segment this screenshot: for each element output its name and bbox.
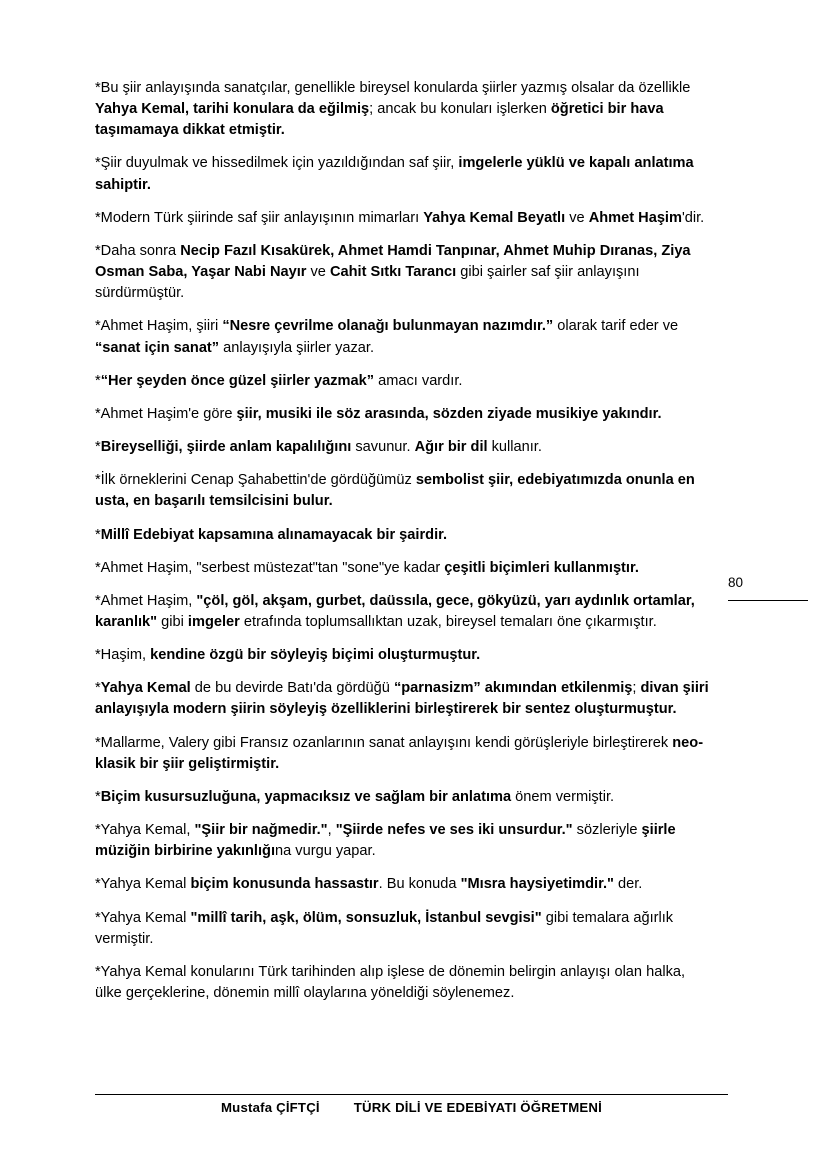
text-run: önem vermiştir. [511,788,615,805]
text-run: ve [306,264,330,281]
paragraph [95,78,713,141]
bold-run: "millî tarih, aşk, ölüm, sonsuzluk, İstanbul sevgisi" [190,909,542,926]
text-run: *Modern Türk şiirinde saf şiir anlayışının mimarları [95,209,424,226]
text-run: der. [613,876,643,893]
paragraph [95,678,713,720]
text-run: ; [632,680,641,697]
bold-run: neo-klasik bir şiir geliştirmiştir. [95,734,704,772]
paragraph [95,153,713,195]
text-run: 'dir. [681,209,705,226]
text-run: * [95,439,101,456]
bold-run: "Mısra haysiyetimdir." [460,876,614,893]
bold-run: Bireyselliği, şiirde anlam kapalılığını [100,439,352,456]
text-run: savunur. [351,439,415,456]
text-run: . Bu konuda [378,876,461,893]
bold-run: biçim konusunda hassastır [190,876,379,893]
text-run: kullanır. [487,439,542,456]
paragraph [95,820,713,862]
text-run: *Ahmet Haşim, şiiri [95,318,223,335]
bold-run: çeşitli biçimleri kullanmıştır. [444,559,639,576]
footer-role: TÜRK DİLİ VE EDEBİYATI ÖĞRETMENİ [353,1100,602,1115]
text-run: anlayışıyla şiirler yazar. [219,339,375,356]
text-run: *Mallarme, Valery gibi Fransız ozanlarının sanat anlayışını kendi görüşleriyle birleştirerek [95,734,673,751]
bold-run: Ağır bir dil [414,439,488,456]
bold-run: “Her şeyden önce güzel şiirler yazmak” [100,372,375,389]
text-run: de bu devirde Batı'da gördüğü [190,680,394,697]
bold-run: imgeler [187,613,240,630]
text-run: *Yahya Kemal [95,876,191,893]
bold-run: sembolist şiir, edebiyatımızda onunla en usta, en başarılı temsilcisini bulur. [95,472,695,510]
paragraph [95,874,713,895]
text-run: sözleriyle [572,822,642,839]
text-run: gibi şairler saf şiir anlayışını sürdürmüştür. [95,264,640,302]
paragraph [95,404,713,425]
paragraph [95,645,713,666]
bold-run: Yahya Kemal [100,680,191,697]
text-run: *Daha sonra [95,242,181,259]
text-run: etrafında toplumsallıktan uzak, bireysel temaları öne çıkarmıştır. [239,613,657,630]
bold-run: divan şiiri anlayışıyla modern şiirin söyleyiş özelliklerini birleştirerek bir sentez oluşturmuştur. [95,680,709,718]
text-run: gibi temalara ağırlık vermiştir. [95,909,674,947]
bold-run: Ahmet Haşim [588,209,682,226]
paragraph [95,733,713,775]
paragraph [95,470,713,512]
text-run: * [95,526,101,543]
bold-run: Millî Edebiyat kapsamına alınamayacak bir şairdir. [100,526,448,543]
text-run: amacı vardır. [374,372,463,389]
paragraph [95,787,713,808]
text-run: *Yahya Kemal konularını Türk tarihinden alıp işlese de dönemin belirgin anlayışı olan halka, ülke gerçeklerine, dönemin millî olaylarına yöneldiği söylenemez. [95,963,686,1001]
text-run: *Ahmet Haşim, "serbest müstezat"tan "sone"ye kadar [95,559,445,576]
bold-run: Biçim kusursuzluğuna, yapmacıksız ve sağlam bir anlatıma [100,788,512,805]
paragraph [95,962,713,1004]
text-run: *Yahya Kemal [95,909,191,926]
bold-run: "Şiirde nefes ve ses iki unsurdur." [335,822,573,839]
text-run: gibi [157,613,188,630]
bold-run: Yahya Kemal Beyatlı [423,209,566,226]
bold-run: imgelerle yüklü ve kapalı anlatıma sahiptir. [95,155,694,193]
bold-run: Yahya Kemal, tarihi konulara da eğilmiş [95,101,370,118]
footer-divider [95,1094,728,1095]
paragraph [95,241,713,304]
footer-author: Mustafa ÇİFTÇİ [221,1100,320,1115]
bold-run: kendine özgü bir söyleyiş biçimi oluşturmuştur. [150,647,481,664]
text-run: *Bu şiir anlayışında sanatçılar, genellikle bireysel konularda şiirler yazmış olsalar da özellikle [95,80,691,96]
page-number: 80 [728,575,744,590]
text-run: *Haşim, [95,647,151,664]
bold-run: öğretici bir hava taşımamaya dikkat etmiştir. [95,101,664,139]
page-number-rule [728,600,808,601]
text-run: , [327,822,336,839]
page-footer [95,1100,728,1115]
text-run: * [95,788,101,805]
bold-run: Necip Fazıl Kısakürek, Ahmet Hamdi Tanpınar, Ahmet Muhip Dıranas, Ziya Osman Saba, Yaşar Nabi Nayır [95,242,691,281]
text-run: * [95,680,101,697]
text-run: ve [565,209,589,226]
bold-run: Cahit Sıtkı Tarancı [329,264,457,281]
bold-run: "çöl, göl, akşam, gurbet, daüssıla, gece, gökyüzü, yarı aydınlık ortamlar, karanlık" [95,592,695,630]
paragraph [95,371,713,392]
paragraph [95,208,713,229]
text-run: olarak tarif eder ve [553,318,679,335]
bold-run: “sanat için sanat” [95,339,220,356]
text-run: * [95,372,101,389]
bold-run: şiir, musiki ile söz arasında, sözden ziyade musikiye yakındır. [236,405,662,422]
text-run: *Ahmet Haşim, [95,592,197,609]
text-run: ; ancak bu konuları işlerken [369,101,551,118]
text-run: na vurgu yapar. [275,843,376,860]
paragraph [95,525,713,546]
text-run: *Ahmet Haşim'e göre [95,405,237,422]
document-body [95,78,713,1016]
bold-run: “Nesre çevrilme olanağı bulunmayan nazımdır.” [222,318,554,335]
bold-run: "Şiir bir nağmedir." [194,822,328,839]
text-run: *İlk örneklerini Cenap Şahabettin'de gördüğümüz [95,472,416,489]
text-run: *Yahya Kemal, [95,822,195,839]
paragraph [95,908,713,950]
bold-run: “parnasizm” akımından etkilenmiş [393,680,633,697]
paragraph [95,558,713,579]
paragraph [95,437,713,458]
paragraph [95,316,713,358]
paragraph [95,591,713,633]
bold-run: şiirle müziğin birbirine yakınlığı [95,822,676,860]
text-run: *Şiir duyulmak ve hissedilmek için yazıldığından saf şiir, [95,155,459,172]
